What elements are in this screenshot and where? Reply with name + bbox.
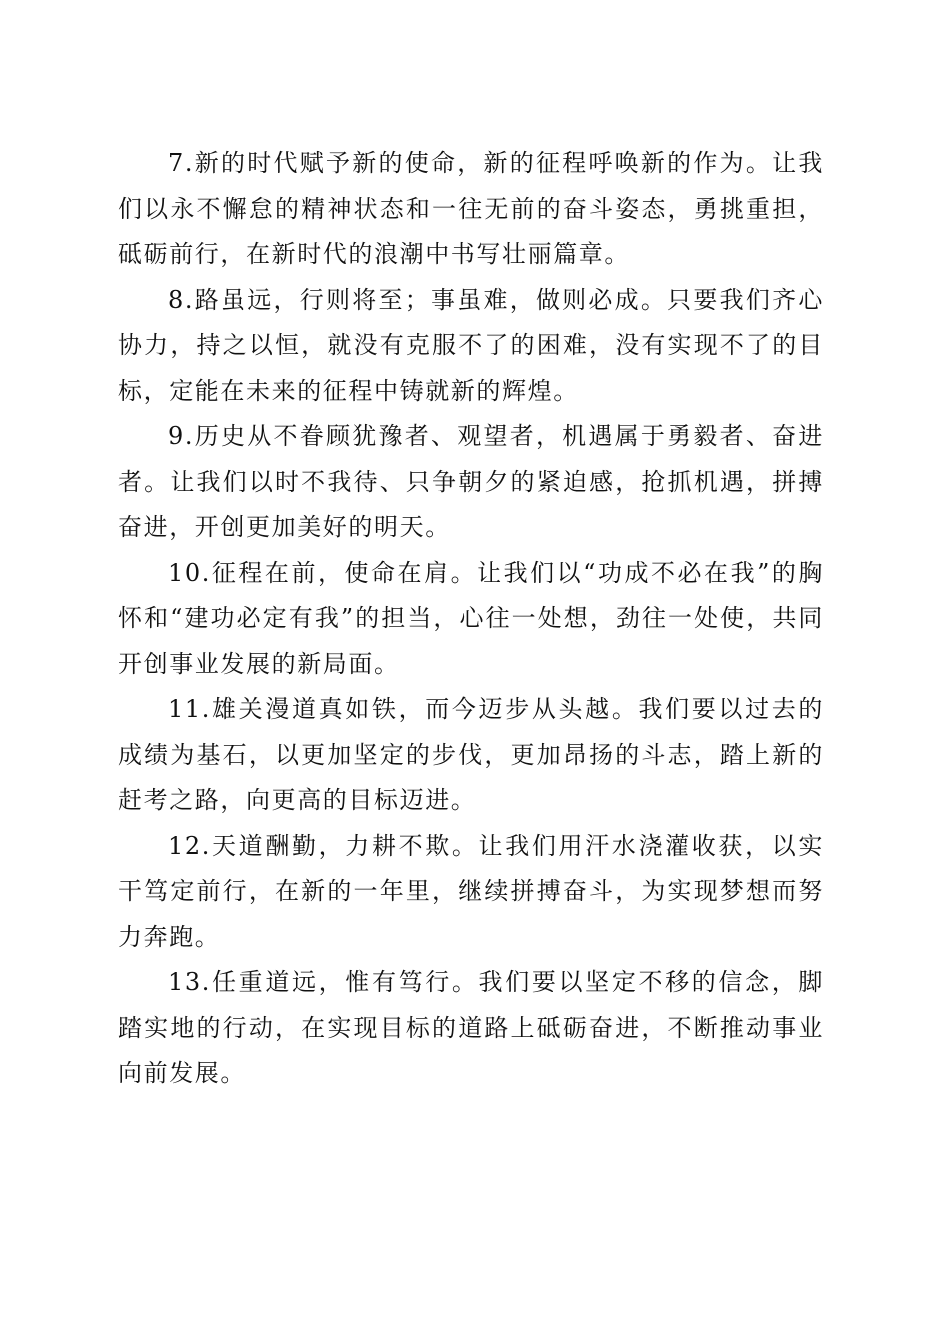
paragraph-11: 11.雄关漫道真如铁，而今迈步从头越。我们要以过去的成绩为基石，以更加坚定的步伐，更加昂扬的斗志，踏上新的赶考之路，向更高的目标迈进。 — [118, 695, 824, 814]
paragraph-9: 9.历史从不眷顾犹豫者、观望者，机遇属于勇毅者、奋进者。让我们以时不我待、只争朝夕的紧迫感，抢抓机遇，拼搏奋进，开创更加美好的明天。 — [118, 422, 824, 541]
paragraph-12: 12.天道酬勤，力耕不欺。让我们用汗水浇灌收获，以实干笃定前行，在新的一年里，继续拼搏奋斗，为实现梦想而努力奔跑。 — [118, 831, 824, 951]
paragraph-13: 13.任重道远，惟有笃行。我们要以坚定不移的信念，脚踏实地的行动，在实现目标的道路上砥砺奋进，不断推动事业向前发展。 — [118, 968, 824, 1087]
paragraph-10: 10.征程在前，使命在肩。让我们以“功成不必在我”的胸怀和“建功必定有我”的担当，心往一处想，劲往一处使，共同开创事业发展的新局面。 — [118, 558, 824, 678]
paragraph-7: 7.新的时代赋予新的使命，新的征程呼唤新的作为。让我们以永不懈怠的精神状态和一往无前的奋斗姿态，勇挑重担，砥砺前行，在新时代的浪潮中书写壮丽篇章。 — [118, 149, 824, 268]
paragraph-8: 8.路虽远，行则将至；事虽难，做则必成。只要我们齐心协力，持之以恒，就没有克服不了的困难，没有实现不了的目标，定能在未来的征程中铸就新的辉煌。 — [118, 285, 824, 405]
document-page — [118, 141, 824, 1097]
